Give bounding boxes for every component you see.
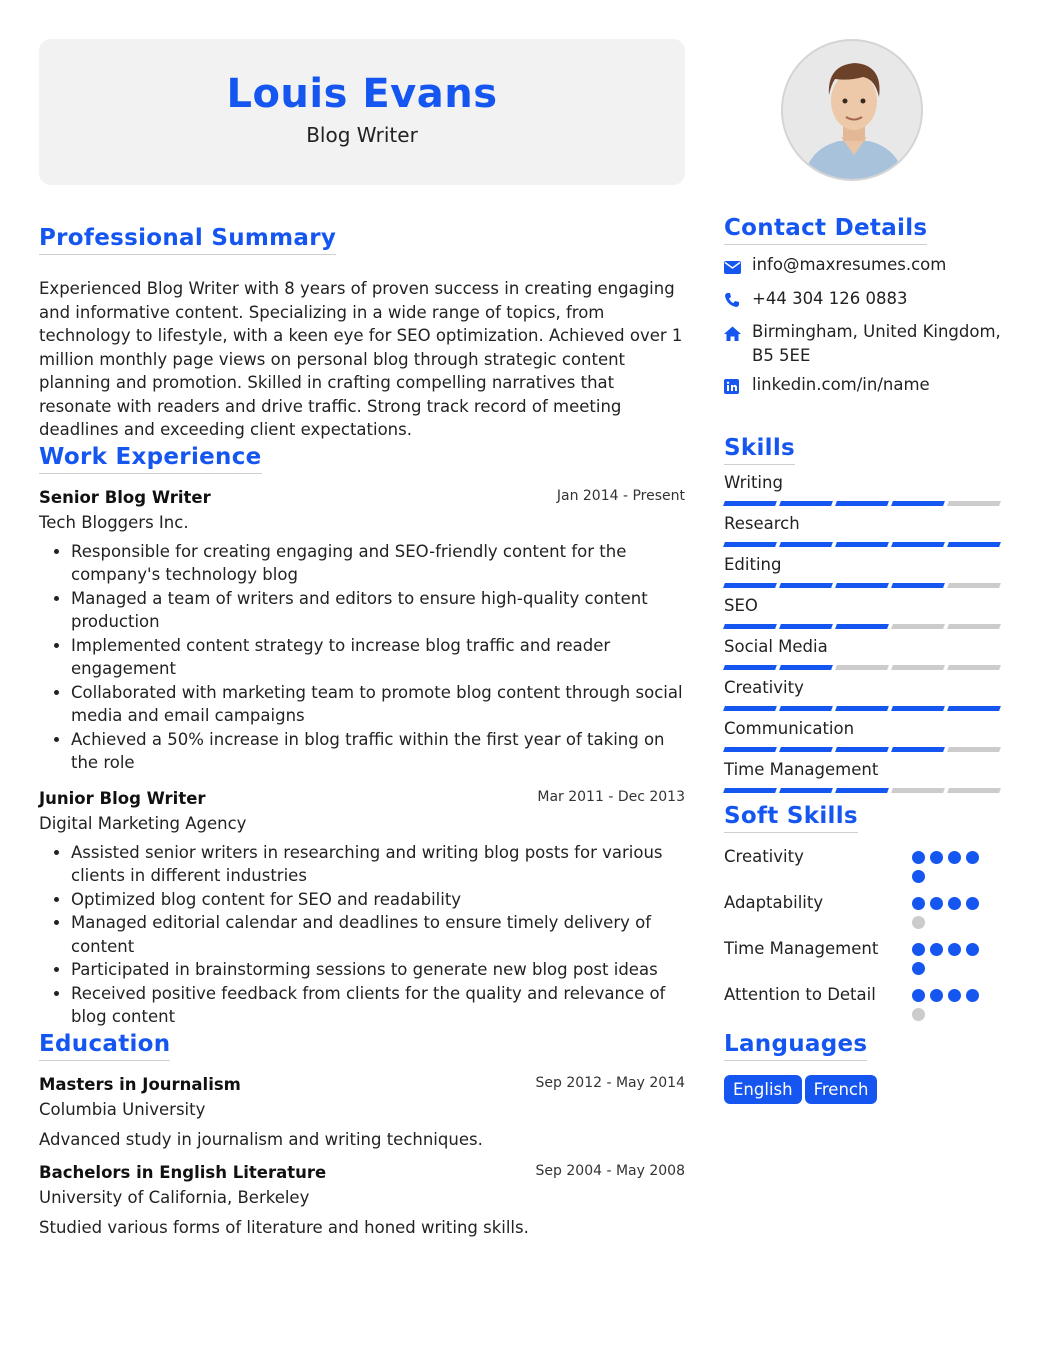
skill-level-segment — [891, 665, 945, 670]
portrait-icon — [783, 41, 923, 181]
list-item: • Participated in brainstorming sessions to generate new blog post ideas — [71, 958, 685, 982]
education-description: Studied various forms of literature and honed writing skills. — [39, 1217, 529, 1237]
soft-skill-name: Time Management — [724, 938, 879, 958]
soft-skill-name: Creativity — [724, 846, 804, 866]
skill-name: Communication — [724, 718, 855, 738]
skill-level-segment — [779, 747, 833, 752]
soft-skill-item — [724, 939, 1004, 975]
rating-dot — [966, 897, 979, 910]
skill-name: Time Management — [724, 759, 879, 779]
soft-skill-item — [724, 893, 1004, 929]
skill-name: Social Media — [724, 636, 828, 656]
sidebar-column — [724, 39, 1004, 1104]
candidate-name: Louis Evans — [226, 71, 498, 117]
skill-item — [724, 596, 1004, 629]
languages-title: Languages — [724, 1031, 867, 1061]
education-entry — [39, 1163, 685, 1239]
skill-item — [724, 678, 1004, 711]
skill-item — [724, 760, 1004, 793]
list-item: • Managed editorial calendar and deadlines to ensure timely delivery of content — [71, 911, 685, 958]
job-header — [39, 488, 685, 512]
education-header — [39, 1075, 685, 1099]
skill-level-segment — [835, 747, 889, 752]
degree-title: Masters in Journalism — [39, 1074, 241, 1094]
skill-level-segment — [835, 501, 889, 506]
rating-dot — [912, 870, 925, 883]
job-header — [39, 789, 685, 813]
rating-dot — [912, 897, 925, 910]
experience-section — [39, 444, 685, 1029]
skill-level-segment — [779, 501, 833, 506]
list-item: • Achieved a 50% increase in blog traffic within the first year of taking on the role — [71, 728, 685, 775]
contact-section — [724, 215, 1004, 401]
rating-dot — [930, 989, 943, 1002]
summary-title: Professional Summary — [39, 225, 336, 255]
summary-section — [39, 225, 685, 442]
skill-name: Writing — [724, 472, 783, 492]
job-title: Junior Blog Writer — [39, 788, 206, 808]
contact-address: Birmingham, United Kingdom, B5 5EE — [724, 320, 1004, 367]
skill-level-segment — [835, 583, 889, 588]
rating-dot — [930, 897, 943, 910]
soft-skill-name: Attention to Detail — [724, 984, 876, 1004]
job-entry — [39, 488, 685, 775]
education-description: Advanced study in journalism and writing techniques. — [39, 1129, 483, 1149]
list-item: • Received positive feedback from clients for the quality and relevance of blog content — [71, 982, 685, 1029]
skill-level-segment — [723, 706, 777, 711]
skill-level-segment — [723, 542, 777, 547]
soft-skills-title: Soft Skills — [724, 803, 858, 833]
skill-level-segment — [779, 583, 833, 588]
skill-name: SEO — [724, 595, 758, 615]
job-company: Digital Marketing Agency — [39, 813, 247, 833]
list-item: • Assisted senior writers in researching and writing blog posts for various clients in different industries — [71, 841, 685, 888]
skill-level-segment — [947, 624, 1001, 629]
skills-section — [724, 435, 1004, 793]
soft-skills-list — [724, 847, 1004, 1021]
skill-level-bar — [724, 747, 1004, 752]
contact-phone[interactable]: +44 304 126 0883 — [724, 287, 1004, 315]
skill-level-segment — [891, 788, 945, 793]
list-item: • Managed a team of writers and editors to ensure high-quality content production — [71, 587, 685, 634]
linkedin-icon — [724, 373, 752, 401]
skill-item — [724, 637, 1004, 670]
job-dates: Jan 2014 - Present — [556, 487, 685, 504]
job-dates: Mar 2011 - Dec 2013 — [537, 788, 685, 805]
skill-item — [724, 473, 1004, 506]
rating-dot — [930, 851, 943, 864]
soft-skills-section — [724, 803, 1004, 1021]
soft-skill-name: Adaptability — [724, 892, 824, 912]
skill-level-segment — [779, 665, 833, 670]
list-item: • Responsible for creating engaging and SEO-friendly content for the company's technology blog — [71, 540, 685, 587]
skill-item — [724, 719, 1004, 752]
skill-level-bar — [724, 624, 1004, 629]
rating-dot — [948, 989, 961, 1002]
skill-level-segment — [947, 706, 1001, 711]
rating-dot — [912, 943, 925, 956]
job-company: Tech Bloggers Inc. — [39, 512, 189, 532]
skill-level-segment — [723, 501, 777, 506]
job-list — [39, 488, 685, 1029]
soft-skill-dots — [912, 985, 992, 1021]
skill-level-segment — [891, 542, 945, 547]
education-header — [39, 1163, 685, 1187]
education-dates: Sep 2012 - May 2014 — [535, 1074, 685, 1091]
education-dates: Sep 2004 - May 2008 — [535, 1162, 685, 1179]
soft-skill-item — [724, 985, 1004, 1021]
skill-level-segment — [891, 624, 945, 629]
skill-level-bar — [724, 583, 1004, 588]
job-title: Senior Blog Writer — [39, 487, 211, 507]
skill-level-segment — [723, 624, 777, 629]
envelope-icon — [724, 253, 752, 281]
skill-name: Research — [724, 513, 800, 533]
skill-level-bar — [724, 788, 1004, 793]
home-icon — [724, 320, 752, 348]
rating-dot — [912, 989, 925, 1002]
phone-icon — [724, 287, 752, 315]
languages-section — [724, 1031, 1004, 1104]
rating-dot — [930, 943, 943, 956]
skill-level-segment — [723, 788, 777, 793]
skill-level-segment — [891, 583, 945, 588]
skill-item — [724, 555, 1004, 588]
list-item: • Collaborated with marketing team to promote blog content through social media and email campaigns — [71, 681, 685, 728]
rating-dot — [948, 897, 961, 910]
rating-dot — [912, 962, 925, 975]
skill-name: Creativity — [724, 677, 804, 697]
rating-dot — [966, 989, 979, 1002]
skill-level-segment — [947, 747, 1001, 752]
rating-dot — [948, 851, 961, 864]
education-entry — [39, 1075, 685, 1151]
skill-level-bar — [724, 665, 1004, 670]
skill-level-segment — [947, 788, 1001, 793]
contact-email[interactable]: info@maxresumes.com — [724, 253, 1004, 281]
list-item: • Implemented content strategy to increase blog traffic and reader engagement — [71, 634, 685, 681]
skill-level-segment — [835, 624, 889, 629]
job-bullets — [39, 841, 685, 1029]
rating-dot — [912, 1008, 925, 1021]
skill-level-segment — [779, 788, 833, 793]
candidate-role: Blog Writer — [306, 123, 418, 147]
skill-level-segment — [947, 583, 1001, 588]
school-name: Columbia University — [39, 1099, 206, 1119]
degree-title: Bachelors in English Literature — [39, 1162, 327, 1182]
skill-level-segment — [779, 706, 833, 711]
skill-name: Editing — [724, 554, 782, 574]
contact-title: Contact Details — [724, 215, 927, 245]
rating-dot — [966, 851, 979, 864]
list-item: • Optimized blog content for SEO and readability — [71, 888, 685, 912]
skill-level-segment — [835, 788, 889, 793]
school-name: University of California, Berkeley — [39, 1187, 310, 1207]
skill-level-segment — [947, 665, 1001, 670]
rating-dot — [948, 943, 961, 956]
job-entry — [39, 789, 685, 1029]
soft-skill-dots — [912, 893, 992, 929]
skill-level-segment — [835, 706, 889, 711]
education-list — [39, 1075, 685, 1239]
skill-level-segment — [835, 665, 889, 670]
profile-photo — [781, 39, 923, 181]
rating-dot — [912, 851, 925, 864]
main-column — [39, 39, 685, 1239]
skills-title: Skills — [724, 435, 795, 465]
soft-skill-dots — [912, 847, 992, 883]
skill-level-segment — [891, 501, 945, 506]
skill-level-segment — [723, 583, 777, 588]
language-tag: French — [805, 1075, 878, 1104]
summary-text: Experienced Blog Writer with 8 years of proven success in creating engaging and informative content. Specializing in a wide range of topics, from technology to lifestyle, with a keen eye for SEO optimization. Achieved over 1 million monthly page views on personal blog through strategic content planning and promotion. Skilled in crafting compelling narratives that resonate with readers and drive traffic. Strong track record of meeting deadlines and exceeding client expectations. — [39, 279, 683, 439]
skill-level-segment — [723, 747, 777, 752]
skill-level-segment — [891, 747, 945, 752]
contact-linkedin[interactable]: linkedin.com/in/name — [724, 373, 1004, 401]
resume-header — [39, 39, 685, 185]
skill-level-bar — [724, 542, 1004, 547]
rating-dot — [966, 943, 979, 956]
skill-level-segment — [947, 501, 1001, 506]
skill-level-segment — [835, 542, 889, 547]
skill-item — [724, 514, 1004, 547]
language-tag: English — [724, 1075, 802, 1104]
languages-list — [724, 1075, 1004, 1104]
skill-level-segment — [891, 706, 945, 711]
skill-level-segment — [779, 624, 833, 629]
rating-dot — [912, 916, 925, 929]
skill-level-bar — [724, 501, 1004, 506]
skill-level-segment — [947, 542, 1001, 547]
skill-level-bar — [724, 706, 1004, 711]
soft-skill-item — [724, 847, 1004, 883]
job-bullets — [39, 540, 685, 775]
skill-level-segment — [779, 542, 833, 547]
experience-title: Work Experience — [39, 444, 262, 474]
education-title: Education — [39, 1031, 170, 1061]
skills-list — [724, 473, 1004, 793]
soft-skill-dots — [912, 939, 992, 975]
education-section — [39, 1031, 685, 1239]
skill-level-segment — [723, 665, 777, 670]
